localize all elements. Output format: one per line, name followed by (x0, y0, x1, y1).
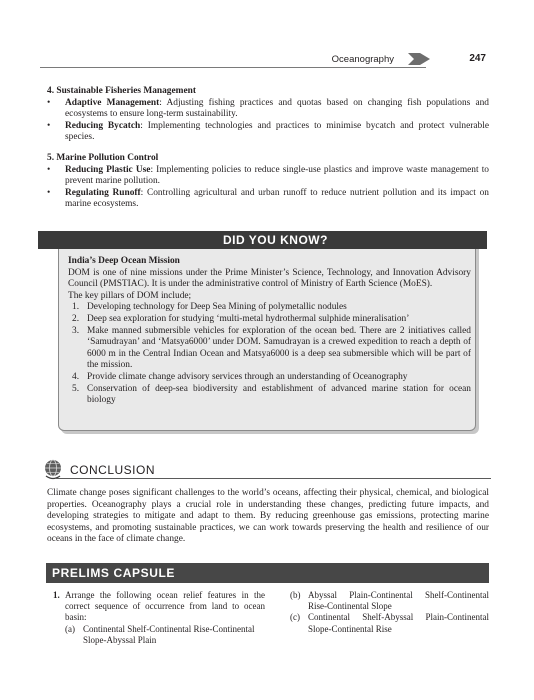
pillar-text: Provide climate change advisory services through an understanding of Oceanography (87, 371, 408, 382)
question-text: Arrange the following ocean relief features in the correct sequence of occurrence from land to ocean basin: (65, 590, 265, 623)
fisheries-section (47, 86, 489, 144)
pollution-section (47, 153, 489, 211)
conclusion-title: CONCLUSION (70, 463, 156, 477)
did-you-know-box (58, 223, 487, 436)
callout-pillars-lead: The key pillars of DOM include; (68, 290, 192, 301)
pillar-text: Conservation of deep-sea biodiversity and establishment of advanced marine station for ocean biology (87, 383, 471, 406)
list-item: • Reducing Bycatch: Implementing technologies and practices to minimise bycatch and protect vulnerable species. (47, 120, 489, 143)
page-number: 247 (469, 53, 486, 64)
list-item: 3. Make manned submersible vehicles for exploration of the ocean bed. There are 2 initiatives called ‘Samudrayan’ and ‘Matsya6000’ under DOM. Samudrayan is a crewed expedition to reach a depth of 6000 m in the Central Indian Ocean and Matsya6000 is a deep sea submersible which will be part of the mission. (72, 325, 471, 371)
section-heading: 4. Sustainable Fisheries Management (47, 86, 196, 96)
option-label: (c) (290, 612, 300, 623)
bullet-term: Reducing Bycatch (65, 120, 141, 131)
header-chapter-title: Oceanography (331, 54, 394, 65)
option-text: Abyssal Plain-Continental Shelf-Continental Rise-Continental Slope (308, 590, 489, 612)
bullet-text: : Controlling agricultural and urban runoff to reduce nutrient pollution and its impact on marine ecosystems. (65, 187, 489, 210)
pillar-text: Deep sea exploration for studying ‘multi-metal hydrothermal sulphide mineralisation’ (87, 313, 410, 324)
prelims-capsule-band (46, 563, 489, 583)
pillar-text: Make manned submersible vehicles for exploration of the ocean bed. There are 2 initiatives called ‘Samudrayan’ and ‘Matsya6000’ under DOM. Samudrayan is a crewed expedition to reach a depth of 6000 m in the Central Indian Ocean and Matsya6000 is a deep sea submersible which will be part of the mission. (87, 325, 471, 371)
callout-subtitle: India’s Deep Ocean Mission (68, 256, 180, 266)
list-item: 2. Deep sea exploration for studying ‘multi-metal hydrothermal sulphide mineralisation’ (72, 313, 410, 324)
question-number: 1. (53, 590, 60, 600)
callout-intro: DOM is one of nine missions under the Prime Minister’s Science, Technology, and Innovation Advisory Council (PMSTIAC). It is under the administrative control of Ministry of Earth Science (MoES). (68, 267, 471, 290)
header-rule (40, 67, 426, 68)
bullet-text: : Adjusting fishing practices and quotas based on changing fish populations and ecosystems to ensure long-term sustainability. (65, 97, 489, 120)
option-label: (a) (65, 623, 75, 634)
question-column-right (290, 590, 489, 635)
bullet-text: : Implementing policies to reduce single-use plastics and improve waste management to prevent marine pollution. (65, 164, 489, 187)
list-item: • Adaptive Management: Adjusting fishing practices and quotas based on changing fish populations and ecosystems to ensure long-term sustainability. (47, 97, 489, 120)
callout-title: DID YOU KNOW? (223, 233, 328, 247)
running-header (40, 52, 486, 68)
bullet-term: Reducing Plastic Use (65, 164, 151, 175)
conclusion-rule (56, 478, 491, 479)
question-stem (53, 590, 265, 624)
answer-option (290, 612, 489, 634)
bullet-term: Adaptive Management (65, 97, 160, 108)
list-item: 1. Developing technology for Deep Sea Mining of polymetallic nodules (72, 302, 347, 313)
bullet-term: Regulating Runoff (65, 187, 141, 198)
list-item: 4. Provide climate change advisory services through an understanding of Oceanography (72, 371, 408, 382)
option-text: Continental Shelf-Continental Rise-Continental Slope-Abyssal Plain (83, 623, 255, 645)
section-heading: 5. Marine Pollution Control (47, 153, 159, 163)
chevron-right-arrow-icon (408, 53, 430, 65)
globe-icon (42, 458, 66, 480)
list-item: • Regulating Runoff: Controlling agricultural and urban runoff to reduce nutrient pollution and its impact on marine ecosystems. (47, 187, 489, 210)
option-text: Continental Shelf-Abyssal Plain-Continental Slope-Continental Rise (308, 612, 489, 634)
option-label: (b) (290, 590, 301, 600)
callout-body (68, 256, 471, 407)
list-item: 5. Conservation of deep-sea biodiversity and establishment of advanced marine station for ocean biology (72, 383, 471, 406)
list-item: • Reducing Plastic Use: Implementing policies to reduce single-use plastics and improve waste management to prevent marine pollution. (47, 164, 489, 187)
answer-option (65, 624, 265, 646)
prelims-capsule-title: PRELIMS CAPSULE (52, 566, 176, 580)
conclusion-heading (42, 458, 491, 482)
question-column-left (53, 590, 265, 646)
answer-option (290, 590, 489, 612)
bullet-text: : Implementing technologies and practices to minimise bycatch and protect vulnerable species. (65, 120, 489, 143)
pillar-text: Developing technology for Deep Sea Mining of polymetallic nodules (87, 302, 347, 313)
conclusion-paragraph: Climate change poses significant challenges to the world’s oceans, affecting their physical, chemical, and biological properties. Oceanography plays a crucial role in understanding these changes, predicting future impacts, and developing strategies to mitigate and adapt to them. By reducing greenhouse gas emissions, protecting marine ecosystems, and promoting sustainable practices, we can work towards preserving the health and resilience of our oceans in the face of climate change. (47, 488, 489, 545)
